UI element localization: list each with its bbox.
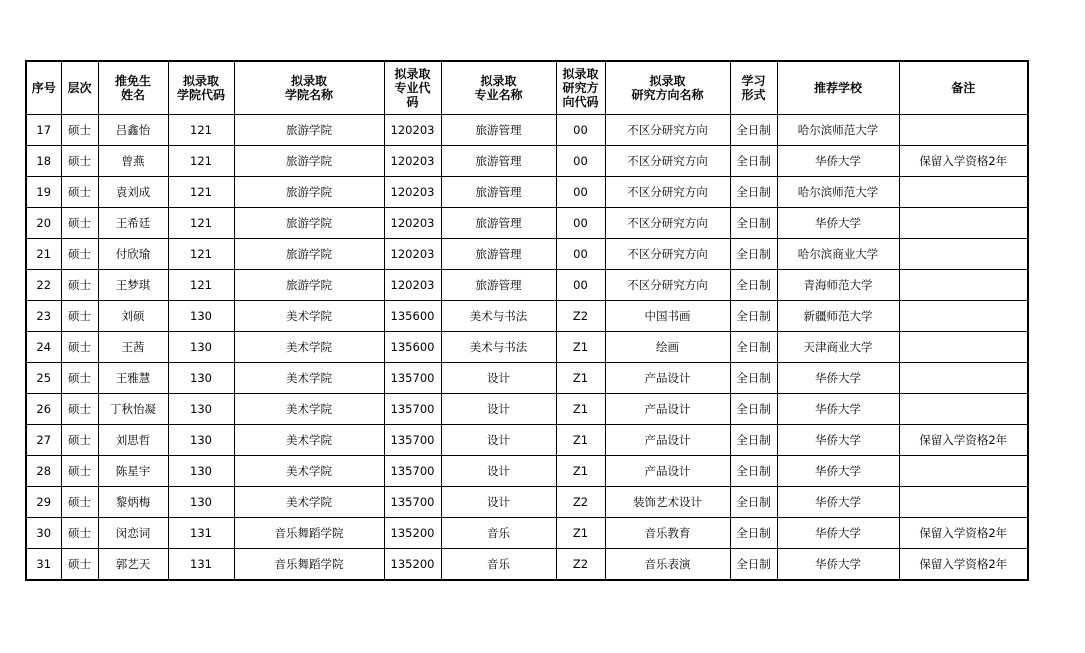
- header-direction-name-line: 拟录取: [649, 74, 686, 88]
- cell-study-mode: 全日制: [730, 487, 777, 518]
- cell-serial-no: 28: [26, 456, 61, 487]
- table-row: [26, 301, 1028, 332]
- cell-degree-level: 硕士: [61, 456, 98, 487]
- cell-major-code: 135700: [384, 363, 441, 394]
- header-direction-name: [605, 61, 730, 115]
- cell-direction-name: 不区分研究方向: [605, 115, 730, 146]
- cell-remarks: [899, 239, 1028, 270]
- cell-remarks: 保留入学资格2年: [899, 146, 1028, 177]
- header-serial-no: [26, 61, 61, 115]
- header-direction-code-line: 研究方: [562, 81, 599, 95]
- cell-recommending-school: 华侨大学: [777, 363, 899, 394]
- admission-table: [25, 60, 1029, 581]
- cell-direction-name: 不区分研究方向: [605, 177, 730, 208]
- header-major-name-line: 拟录取: [480, 74, 517, 88]
- header-student-name-line: 推免生: [114, 74, 151, 88]
- header-study-mode-line: 学习: [741, 74, 766, 88]
- cell-direction-code: 00: [556, 146, 605, 177]
- cell-major-code: 120203: [384, 146, 441, 177]
- cell-college-code: 130: [168, 363, 234, 394]
- header-direction-name-line: 研究方向名称: [631, 88, 704, 102]
- cell-major-code: 135700: [384, 425, 441, 456]
- cell-recommending-school: 华侨大学: [777, 425, 899, 456]
- cell-major-name: 美术与书法: [441, 301, 556, 332]
- cell-direction-code: 00: [556, 270, 605, 301]
- cell-remarks: [899, 487, 1028, 518]
- cell-major-name: 设计: [441, 456, 556, 487]
- cell-major-code: 135200: [384, 518, 441, 549]
- cell-study-mode: 全日制: [730, 146, 777, 177]
- header-degree-level: [61, 61, 98, 115]
- cell-degree-level: 硕士: [61, 177, 98, 208]
- cell-direction-name: 不区分研究方向: [605, 270, 730, 301]
- cell-remarks: [899, 456, 1028, 487]
- cell-remarks: [899, 394, 1028, 425]
- header-direction-code: [556, 61, 605, 115]
- cell-college-code: 121: [168, 208, 234, 239]
- header-college-code: [168, 61, 234, 115]
- cell-serial-no: 19: [26, 177, 61, 208]
- cell-direction-name: 绘画: [605, 332, 730, 363]
- cell-major-name: 旅游管理: [441, 177, 556, 208]
- cell-college-name: 旅游学院: [234, 115, 384, 146]
- cell-college-code: 130: [168, 425, 234, 456]
- cell-college-code: 130: [168, 394, 234, 425]
- cell-direction-code: Z1: [556, 425, 605, 456]
- cell-college-name: 美术学院: [234, 394, 384, 425]
- cell-recommending-school: 华侨大学: [777, 146, 899, 177]
- header-college-code-line: 拟录取: [182, 74, 219, 88]
- cell-major-code: 135700: [384, 487, 441, 518]
- header-direction-code-line: 向代码: [562, 95, 599, 109]
- cell-major-name: 音乐: [441, 518, 556, 549]
- cell-major-name: 旅游管理: [441, 115, 556, 146]
- header-college-name-line: 学院名称: [284, 88, 333, 102]
- cell-recommending-school: 华侨大学: [777, 549, 899, 581]
- cell-student-name: 陈星宇: [98, 456, 168, 487]
- cell-recommending-school: 新疆师范大学: [777, 301, 899, 332]
- cell-remarks: [899, 363, 1028, 394]
- cell-degree-level: 硕士: [61, 487, 98, 518]
- cell-major-name: 设计: [441, 363, 556, 394]
- cell-study-mode: 全日制: [730, 208, 777, 239]
- cell-major-name: 旅游管理: [441, 270, 556, 301]
- cell-major-name: 设计: [441, 394, 556, 425]
- cell-direction-code: 00: [556, 115, 605, 146]
- table-row: [26, 177, 1028, 208]
- cell-degree-level: 硕士: [61, 301, 98, 332]
- cell-remarks: [899, 115, 1028, 146]
- cell-recommending-school: 哈尔滨师范大学: [777, 177, 899, 208]
- cell-direction-code: Z1: [556, 363, 605, 394]
- cell-direction-name: 音乐教育: [605, 518, 730, 549]
- table-row: [26, 549, 1028, 581]
- table-row: [26, 425, 1028, 456]
- cell-direction-name: 不区分研究方向: [605, 146, 730, 177]
- table-row: [26, 115, 1028, 146]
- table-row: [26, 332, 1028, 363]
- cell-major-code: 135600: [384, 332, 441, 363]
- table-row: [26, 394, 1028, 425]
- cell-recommending-school: 华侨大学: [777, 518, 899, 549]
- cell-degree-level: 硕士: [61, 208, 98, 239]
- header-remarks: [899, 61, 1028, 115]
- cell-student-name: 王希廷: [98, 208, 168, 239]
- cell-major-code: 120203: [384, 177, 441, 208]
- cell-college-name: 美术学院: [234, 425, 384, 456]
- cell-direction-name: 不区分研究方向: [605, 208, 730, 239]
- header-college-name: [234, 61, 384, 115]
- cell-college-code: 121: [168, 270, 234, 301]
- cell-serial-no: 24: [26, 332, 61, 363]
- cell-study-mode: 全日制: [730, 363, 777, 394]
- cell-college-name: 美术学院: [234, 301, 384, 332]
- cell-student-name: 丁秋怡凝: [98, 394, 168, 425]
- cell-college-name: 美术学院: [234, 332, 384, 363]
- cell-study-mode: 全日制: [730, 425, 777, 456]
- admission-list-sheet: [25, 60, 1029, 581]
- header-student-name: [98, 61, 168, 115]
- cell-degree-level: 硕士: [61, 363, 98, 394]
- cell-recommending-school: 华侨大学: [777, 456, 899, 487]
- cell-major-name: 音乐: [441, 549, 556, 581]
- cell-major-name: 旅游管理: [441, 146, 556, 177]
- cell-college-code: 130: [168, 332, 234, 363]
- cell-college-name: 旅游学院: [234, 208, 384, 239]
- cell-direction-name: 音乐表演: [605, 549, 730, 581]
- cell-study-mode: 全日制: [730, 394, 777, 425]
- cell-major-name: 设计: [441, 425, 556, 456]
- cell-college-name: 旅游学院: [234, 270, 384, 301]
- cell-college-name: 旅游学院: [234, 146, 384, 177]
- cell-college-code: 130: [168, 487, 234, 518]
- cell-degree-level: 硕士: [61, 270, 98, 301]
- cell-degree-level: 硕士: [61, 425, 98, 456]
- cell-study-mode: 全日制: [730, 549, 777, 581]
- cell-direction-name: 产品设计: [605, 363, 730, 394]
- header-degree-level-line: 层次: [67, 81, 92, 95]
- cell-serial-no: 17: [26, 115, 61, 146]
- header-major-code: [384, 61, 441, 115]
- cell-college-name: 美术学院: [234, 456, 384, 487]
- cell-student-name: 曾燕: [98, 146, 168, 177]
- cell-study-mode: 全日制: [730, 239, 777, 270]
- cell-remarks: 保留入学资格2年: [899, 549, 1028, 581]
- table-row: [26, 363, 1028, 394]
- cell-student-name: 王梦琪: [98, 270, 168, 301]
- cell-remarks: [899, 270, 1028, 301]
- cell-direction-code: 00: [556, 177, 605, 208]
- cell-serial-no: 18: [26, 146, 61, 177]
- cell-direction-code: Z1: [556, 394, 605, 425]
- cell-direction-code: Z1: [556, 456, 605, 487]
- cell-student-name: 王茜: [98, 332, 168, 363]
- header-remarks-line: 备注: [951, 81, 976, 95]
- cell-student-name: 刘硕: [98, 301, 168, 332]
- cell-student-name: 闵恋词: [98, 518, 168, 549]
- cell-student-name: 刘思哲: [98, 425, 168, 456]
- cell-major-name: 设计: [441, 487, 556, 518]
- cell-degree-level: 硕士: [61, 549, 98, 581]
- table-body: [26, 115, 1028, 581]
- cell-serial-no: 21: [26, 239, 61, 270]
- cell-recommending-school: 天津商业大学: [777, 332, 899, 363]
- cell-major-code: 120203: [384, 270, 441, 301]
- cell-major-name: 旅游管理: [441, 208, 556, 239]
- header-major-name-line: 专业名称: [474, 88, 523, 102]
- header-major-name: [441, 61, 556, 115]
- cell-direction-name: 中国书画: [605, 301, 730, 332]
- cell-direction-name: 产品设计: [605, 456, 730, 487]
- cell-serial-no: 31: [26, 549, 61, 581]
- header-serial-no-line: 序号: [31, 81, 56, 95]
- cell-college-name: 旅游学院: [234, 239, 384, 270]
- cell-direction-code: Z2: [556, 301, 605, 332]
- cell-college-name: 美术学院: [234, 487, 384, 518]
- table-row: [26, 146, 1028, 177]
- header-major-code-line: 拟录取: [394, 67, 431, 81]
- table-row: [26, 487, 1028, 518]
- cell-direction-code: Z1: [556, 518, 605, 549]
- table-header: [26, 61, 1028, 115]
- cell-serial-no: 29: [26, 487, 61, 518]
- header-major-code-line: 专业代: [394, 81, 431, 95]
- header-study-mode: [730, 61, 777, 115]
- cell-direction-code: Z2: [556, 549, 605, 581]
- cell-major-code: 135700: [384, 456, 441, 487]
- cell-major-code: 120203: [384, 115, 441, 146]
- cell-college-code: 130: [168, 301, 234, 332]
- cell-college-name: 音乐舞蹈学院: [234, 549, 384, 581]
- header-recommending-school: [777, 61, 899, 115]
- cell-college-code: 130: [168, 456, 234, 487]
- cell-student-name: 郭艺天: [98, 549, 168, 581]
- cell-college-code: 131: [168, 518, 234, 549]
- cell-college-code: 131: [168, 549, 234, 581]
- cell-serial-no: 25: [26, 363, 61, 394]
- cell-degree-level: 硕士: [61, 394, 98, 425]
- cell-college-name: 音乐舞蹈学院: [234, 518, 384, 549]
- header-college-code-line: 学院代码: [176, 88, 225, 102]
- cell-remarks: [899, 301, 1028, 332]
- cell-recommending-school: 华侨大学: [777, 394, 899, 425]
- cell-serial-no: 30: [26, 518, 61, 549]
- cell-remarks: 保留入学资格2年: [899, 518, 1028, 549]
- cell-direction-code: 00: [556, 208, 605, 239]
- cell-major-name: 美术与书法: [441, 332, 556, 363]
- cell-remarks: [899, 177, 1028, 208]
- cell-remarks: 保留入学资格2年: [899, 425, 1028, 456]
- cell-study-mode: 全日制: [730, 301, 777, 332]
- cell-college-code: 121: [168, 146, 234, 177]
- table-row: [26, 208, 1028, 239]
- cell-college-name: 美术学院: [234, 363, 384, 394]
- cell-student-name: 王雅慧: [98, 363, 168, 394]
- cell-study-mode: 全日制: [730, 177, 777, 208]
- cell-major-code: 135200: [384, 549, 441, 581]
- cell-study-mode: 全日制: [730, 270, 777, 301]
- header-student-name-line: 姓名: [120, 88, 145, 102]
- cell-direction-code: 00: [556, 239, 605, 270]
- cell-degree-level: 硕士: [61, 518, 98, 549]
- header-college-name-line: 拟录取: [290, 74, 327, 88]
- cell-direction-code: Z1: [556, 332, 605, 363]
- cell-student-name: 袁刘成: [98, 177, 168, 208]
- cell-direction-name: 不区分研究方向: [605, 239, 730, 270]
- cell-student-name: 付欣瑜: [98, 239, 168, 270]
- header-study-mode-line: 形式: [741, 88, 766, 102]
- cell-major-name: 旅游管理: [441, 239, 556, 270]
- cell-recommending-school: 哈尔滨师范大学: [777, 115, 899, 146]
- cell-study-mode: 全日制: [730, 518, 777, 549]
- cell-degree-level: 硕士: [61, 332, 98, 363]
- cell-student-name: 黎炳梅: [98, 487, 168, 518]
- table-row: [26, 456, 1028, 487]
- cell-direction-name: 产品设计: [605, 425, 730, 456]
- cell-study-mode: 全日制: [730, 115, 777, 146]
- cell-college-code: 121: [168, 177, 234, 208]
- cell-major-code: 120203: [384, 239, 441, 270]
- table-row: [26, 518, 1028, 549]
- cell-serial-no: 20: [26, 208, 61, 239]
- header-recommending-school-line: 推荐学校: [813, 81, 862, 95]
- cell-major-code: 135700: [384, 394, 441, 425]
- cell-remarks: [899, 332, 1028, 363]
- cell-recommending-school: 青海师范大学: [777, 270, 899, 301]
- header-major-code-line: 码: [406, 95, 419, 109]
- cell-serial-no: 23: [26, 301, 61, 332]
- cell-serial-no: 26: [26, 394, 61, 425]
- cell-college-code: 121: [168, 239, 234, 270]
- cell-major-code: 120203: [384, 208, 441, 239]
- cell-major-code: 135600: [384, 301, 441, 332]
- cell-degree-level: 硕士: [61, 239, 98, 270]
- cell-recommending-school: 华侨大学: [777, 208, 899, 239]
- cell-direction-name: 装饰艺术设计: [605, 487, 730, 518]
- cell-study-mode: 全日制: [730, 332, 777, 363]
- cell-college-code: 121: [168, 115, 234, 146]
- cell-remarks: [899, 208, 1028, 239]
- table-row: [26, 270, 1028, 301]
- cell-serial-no: 22: [26, 270, 61, 301]
- cell-student-name: 吕鑫怡: [98, 115, 168, 146]
- cell-college-name: 旅游学院: [234, 177, 384, 208]
- cell-degree-level: 硕士: [61, 115, 98, 146]
- table-row: [26, 239, 1028, 270]
- cell-study-mode: 全日制: [730, 456, 777, 487]
- cell-degree-level: 硕士: [61, 146, 98, 177]
- cell-recommending-school: 哈尔滨商业大学: [777, 239, 899, 270]
- header-direction-code-line: 拟录取: [562, 67, 599, 81]
- cell-recommending-school: 华侨大学: [777, 487, 899, 518]
- cell-direction-name: 产品设计: [605, 394, 730, 425]
- cell-direction-code: Z2: [556, 487, 605, 518]
- header-row: [26, 61, 1028, 115]
- cell-serial-no: 27: [26, 425, 61, 456]
